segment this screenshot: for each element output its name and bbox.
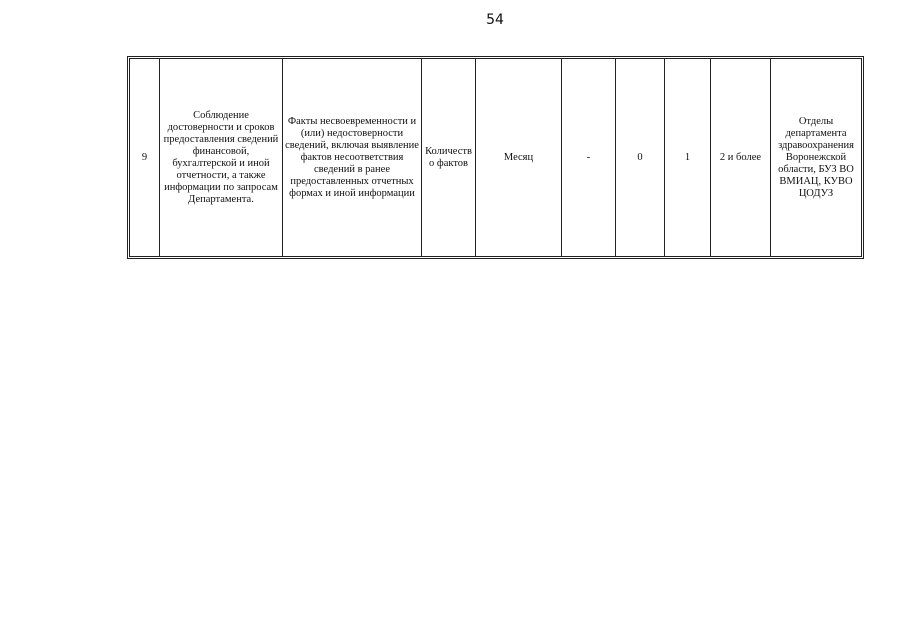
indicator-table [129, 58, 862, 257]
page-number: 54 [486, 12, 504, 28]
table-row [130, 59, 862, 257]
value-cell-1: - [562, 59, 616, 257]
value-cell-3: 1 [665, 59, 711, 257]
organization-cell: Отделы департамента здравоохранения Воронежской области, БУЗ ВО ВМИАЦ, КУВО ЦОДУЗ [771, 59, 862, 257]
row-number-cell: 9 [130, 59, 160, 257]
indicator-cell: Соблюдение достоверности и сроков предоставления сведений финансовой, бухгалтерской и иной отчетности, а также информации по запросам Департамента. [160, 59, 283, 257]
value-cell-4: 2 и более [711, 59, 771, 257]
description-cell: Факты несвоевременности и (или) недостоверности сведений, включая выявление фактов несоответствия сведений в ранее предоставленных отчетных формах и иной информации [283, 59, 422, 257]
unit-cell: Количество фактов [422, 59, 476, 257]
period-cell: Месяц [476, 59, 562, 257]
value-cell-2: 0 [616, 59, 665, 257]
